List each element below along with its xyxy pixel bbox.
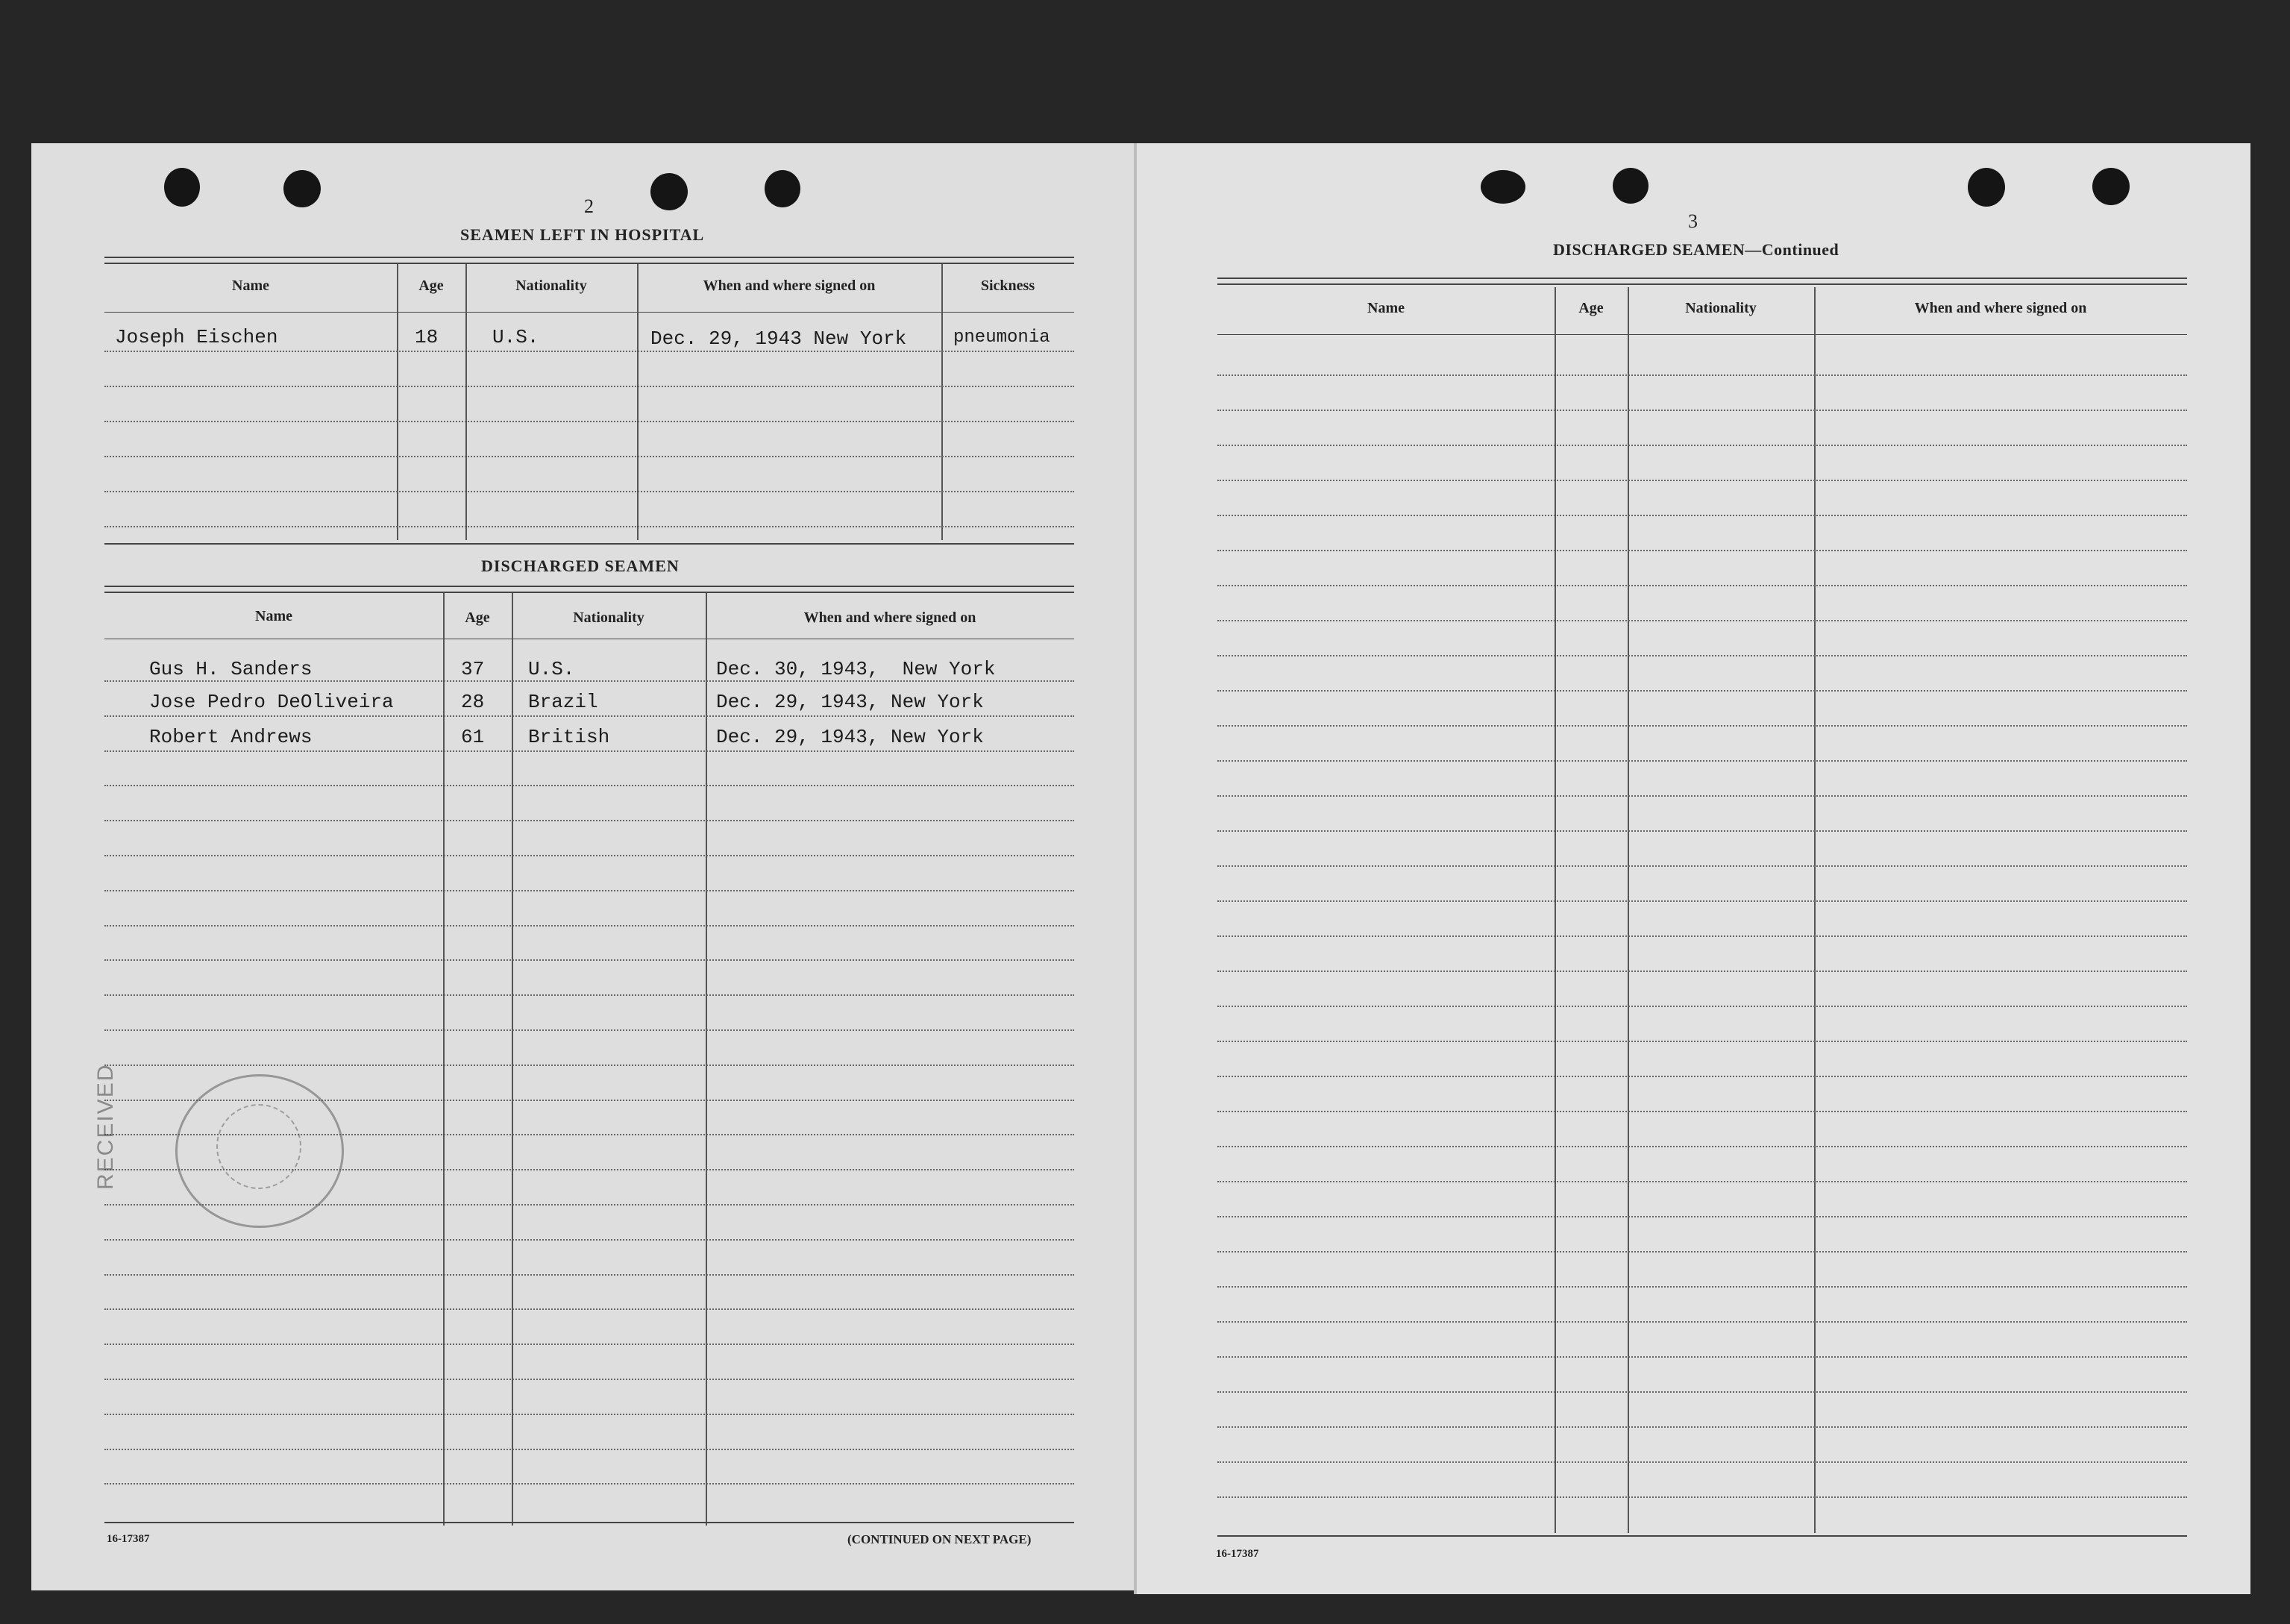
ruled-line	[1217, 1041, 2187, 1042]
discharged-name-cell: Jose Pedro DeOliveira	[149, 691, 394, 713]
ruled-line	[1217, 550, 2187, 551]
ruled-line	[1217, 1006, 2187, 1007]
ruled-line	[104, 855, 1074, 856]
ruled-line	[104, 1344, 1074, 1345]
hospital-name-cell: Joseph Eischen	[115, 326, 278, 348]
discharged-name-cell: Robert Andrews	[149, 726, 313, 748]
continued-note: (CONTINUED ON NEXT PAGE)	[847, 1532, 1032, 1546]
ruled-line	[104, 1483, 1074, 1485]
ruled-line	[1217, 1461, 2187, 1463]
discharged-age-cell: 28	[461, 691, 485, 713]
binder-hole	[1613, 168, 1649, 204]
ruled-line	[1217, 620, 2187, 621]
col-header-signed-on: When and where signed on	[803, 609, 976, 626]
col-header-signed-on: When and where signed on	[1914, 300, 2087, 316]
col-header-age: Age	[465, 609, 490, 626]
ruled-line	[104, 1449, 1074, 1450]
discharged-nationality-cell: British	[528, 726, 610, 748]
ruled-line	[1217, 1181, 2187, 1182]
discharged-nationality-cell: Brazil	[528, 691, 598, 713]
ruled-line	[1217, 1216, 2187, 1217]
binder-hole	[2092, 168, 2130, 205]
binder-hole	[1968, 168, 2005, 207]
discharged-name-cell: Gus H. Sanders	[149, 658, 313, 680]
ruled-line	[104, 1274, 1074, 1276]
ruled-line	[104, 959, 1074, 961]
discharged-signed-on-cell: Dec. 29, 1943, New York	[716, 726, 984, 748]
ruled-line	[104, 820, 1074, 821]
ruled-line	[1217, 830, 2187, 832]
discharged-nationality-cell: U.S.	[528, 658, 575, 680]
ruled-line	[1217, 971, 2187, 972]
ruled-line	[1217, 725, 2187, 727]
ruled-line	[1217, 410, 2187, 411]
col-header-nationality: Nationality	[573, 609, 644, 626]
ruled-line	[1217, 1146, 2187, 1147]
hospital-signed-on-cell: Dec. 29, 1943 New York	[650, 327, 907, 350]
col-header-name: Name	[232, 278, 269, 294]
ruled-line	[1217, 1321, 2187, 1323]
ruled-line	[1217, 795, 2187, 797]
ruled-line	[1217, 445, 2187, 446]
ruled-line	[1217, 865, 2187, 867]
ruled-line	[1217, 1391, 2187, 1393]
binder-hole	[1481, 170, 1525, 204]
ruled-line	[1217, 690, 2187, 692]
ruled-line	[1217, 900, 2187, 902]
ruled-line	[1217, 1286, 2187, 1288]
ruled-line	[1217, 1356, 2187, 1358]
ruled-line	[1217, 1076, 2187, 1077]
ruled-line	[1217, 760, 2187, 762]
form-number: 16-17387	[1216, 1548, 1259, 1560]
col-header-signed-on: When and where signed on	[703, 278, 876, 294]
ruled-line	[1217, 515, 2187, 516]
ruled-line	[104, 1308, 1074, 1310]
discharged-signed-on-cell: Dec. 29, 1943, New York	[716, 691, 984, 713]
left-page	[31, 143, 1135, 1590]
col-header-age: Age	[418, 278, 444, 294]
page-fold	[1134, 143, 1137, 1594]
hospital-nationality-cell: U.S.	[492, 326, 539, 348]
col-header-name: Name	[255, 608, 292, 624]
ruled-line	[104, 1414, 1074, 1415]
ruled-line	[104, 680, 1074, 682]
ruled-line	[1217, 935, 2187, 937]
ruled-line	[1217, 655, 2187, 656]
ruled-line	[104, 750, 1074, 752]
ruled-line	[1217, 480, 2187, 481]
ruled-line	[104, 1065, 1074, 1066]
ruled-line	[1217, 585, 2187, 586]
discharged-signed-on-cell: Dec. 30, 1943, New York	[716, 658, 996, 680]
ruled-line	[104, 1379, 1074, 1380]
ruled-line	[104, 1239, 1074, 1241]
ruled-line	[1217, 1111, 2187, 1112]
right-page	[1135, 143, 2250, 1594]
hospital-sickness-cell: pneumonia	[953, 327, 1050, 348]
page-number: 2	[584, 195, 594, 217]
col-header-nationality: Nationality	[1685, 300, 1757, 316]
hospital-age-cell: 18	[415, 326, 439, 348]
col-header-sickness: Sickness	[980, 278, 1035, 294]
ruled-line	[104, 1029, 1074, 1031]
ruled-line	[104, 994, 1074, 996]
binder-hole	[283, 170, 321, 207]
ruled-line	[104, 925, 1074, 927]
discharged-age-cell: 61	[461, 726, 485, 748]
col-header-name: Name	[1367, 300, 1405, 316]
col-header-age: Age	[1578, 300, 1604, 316]
ruled-line	[1217, 374, 2187, 376]
binder-hole	[765, 170, 800, 207]
ruled-line	[104, 715, 1074, 717]
ruled-line	[1217, 1251, 2187, 1253]
page-number: 3	[1688, 210, 1698, 232]
ruled-line	[1217, 1426, 2187, 1428]
stamp-label: RECEIVED	[93, 1063, 118, 1190]
discharged-age-cell: 37	[461, 658, 485, 680]
form-number: 16-17387	[107, 1533, 150, 1545]
received-stamp-inner	[216, 1104, 301, 1189]
binder-hole	[650, 173, 688, 210]
binder-hole	[164, 168, 200, 207]
col-header-nationality: Nationality	[515, 278, 587, 294]
ruled-line	[104, 785, 1074, 786]
section-title-discharged: DISCHARGED SEAMEN	[481, 557, 680, 575]
section-title-discharged-continued: DISCHARGED SEAMEN—Continued	[1553, 240, 1839, 259]
section-title-hospital: SEAMEN LEFT IN HOSPITAL	[460, 225, 705, 244]
ruled-line	[104, 890, 1074, 891]
ruled-line	[1217, 1496, 2187, 1498]
